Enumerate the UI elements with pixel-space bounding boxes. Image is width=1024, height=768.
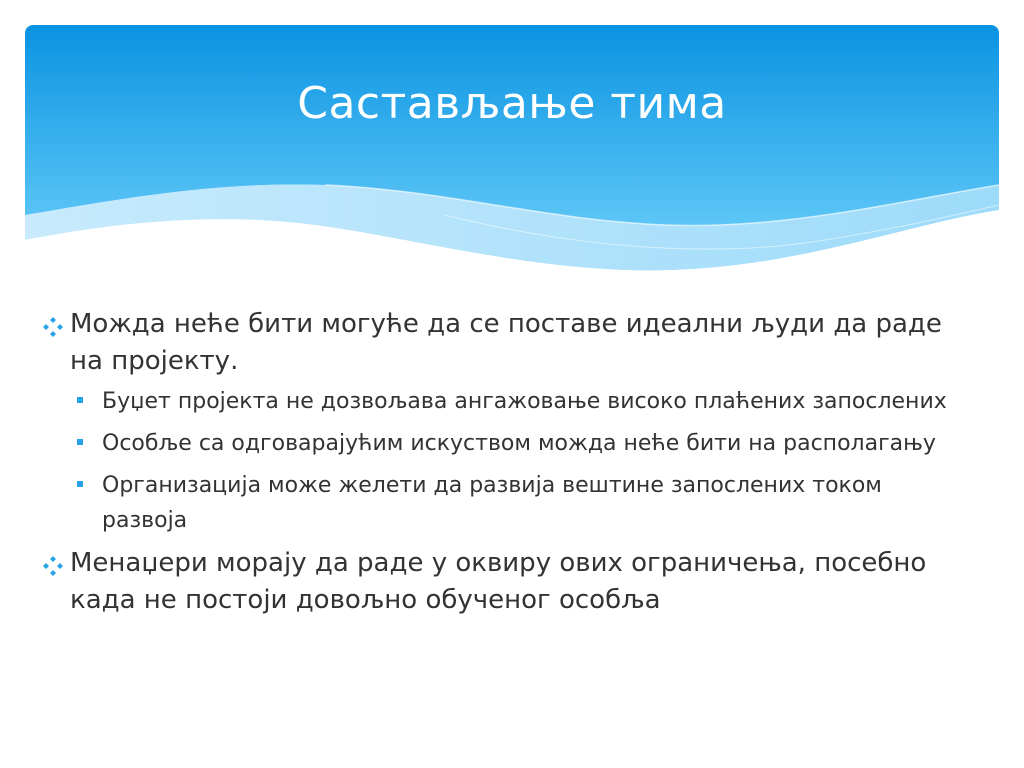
slide-title: Састављање тима: [297, 78, 727, 129]
square-bullet-icon: [77, 439, 83, 445]
sub-bullet-text: Особље са одговарајућим искуством можда неће бити на располагању: [102, 431, 936, 456]
bullet-text: Можда неће бити могуће да се поставе идеални људи да раде на пројекту.: [70, 309, 942, 376]
bullet-item: [40, 545, 960, 619]
sub-bullet-text: Буџет пројекта не дозвољава ангажовање високо плаћених запослених: [102, 389, 947, 414]
header-band: [25, 25, 999, 295]
wave-background: [25, 25, 999, 295]
diamond-cluster-icon: [42, 316, 64, 338]
diamond-cluster-icon: [42, 555, 64, 577]
sub-bullet-item: [40, 384, 960, 419]
square-bullet-icon: [77, 397, 83, 403]
sub-bullet-text: Организација може желети да развија вештине запослених током развоја: [102, 473, 882, 533]
bullet-item: [40, 306, 960, 380]
square-bullet-icon: [77, 481, 83, 487]
slide-content: [40, 306, 960, 621]
sub-bullet-item: [40, 468, 960, 538]
bullet-text: Менаџери морају да раде у оквиру ових ограничења, посебно када не постоји довољно обученог особља: [70, 548, 927, 615]
sub-bullet-item: [40, 426, 960, 461]
